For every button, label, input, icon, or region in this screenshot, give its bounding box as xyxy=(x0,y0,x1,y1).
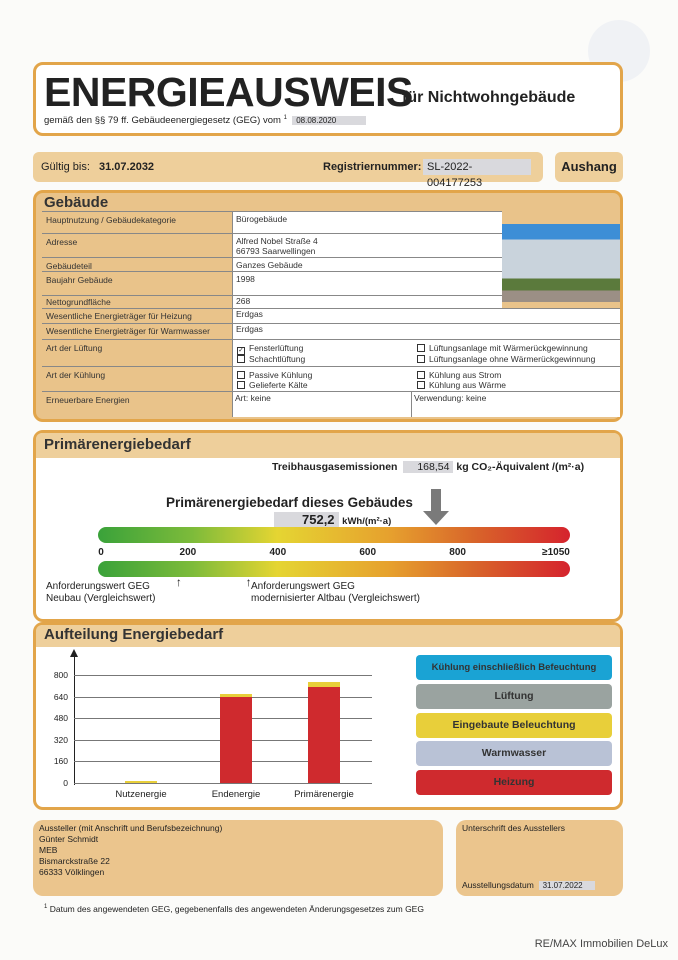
ref-new-arrow-icon: ↑ xyxy=(175,575,182,589)
checkbox-fensterlueftung[interactable]: ✓ Fensterlüftung xyxy=(238,343,304,354)
law-reference: gemäß den §§ 79 ff. Gebäudeenergiegesetz (GEG) vom $^1$ 08.08.2020 xyxy=(44,115,366,126)
bar-eingebaute-beleuchtung xyxy=(308,682,340,687)
aushang-badge: Aushang xyxy=(555,152,623,182)
table-row: Wesentliche Energieträger für Warmwasser Erdgas xyxy=(42,323,620,339)
issue-date-label: Ausstellungsdatum xyxy=(462,880,534,890)
gridline xyxy=(74,783,372,784)
demand-value: 752,2 xyxy=(274,512,339,527)
renewable-row: Erneuerbare Energien Art: keine Verwendung: keine xyxy=(42,391,620,417)
header-box xyxy=(33,62,623,136)
bar-heizung xyxy=(220,697,252,783)
table-row: Adresse Alfred Nobel Straße 4 66793 Saarwellingen xyxy=(42,233,502,257)
checkbox-kuehlung-strom[interactable]: Kühlung aus Strom xyxy=(417,370,501,380)
legend-item: Lüftung xyxy=(416,684,612,709)
x-category-label: Endenergie xyxy=(211,789,261,800)
scale-tick: ≥1050 xyxy=(542,547,570,558)
y-tick-label: 480 xyxy=(53,713,68,724)
table-row: Hauptnutzung / Gebäudekategorie Bürogebäude xyxy=(42,211,502,233)
table-row: Nettogrundfläche 268 xyxy=(42,295,502,308)
y-tick-label: 320 xyxy=(53,734,68,745)
law-date: 08.08.2020 xyxy=(292,116,366,125)
y-axis-arrow-icon xyxy=(70,649,78,657)
scale-tick: 200 xyxy=(179,547,197,558)
ghg-value: 168,54 xyxy=(403,461,453,473)
legend-item: Kühlung einschließlich Befeuchtung xyxy=(416,655,612,680)
scale-tick: 400 xyxy=(269,547,287,558)
ref-old-label: Anforderungswert GEG modernisierter Altbau (Vergleichswert) xyxy=(251,581,420,604)
bar-heizung xyxy=(308,687,340,783)
issuer-street: Bismarckstraße 22 xyxy=(39,856,110,866)
ghg-line: Treibhausgasemissionen 168,54 kg CO₂-Äquivalent /(m²·a) xyxy=(272,461,585,473)
x-category-label: Primärenergie xyxy=(294,789,354,800)
checkbox-kuehlung-waerme[interactable]: Kühlung aus Wärme xyxy=(417,380,506,390)
primary-title: Primärenergiebedarf xyxy=(44,436,191,453)
bar-eingebaute-beleuchtung xyxy=(125,781,157,783)
issuer-label: Aussteller (mit Anschrift und Berufsbezeichnung) xyxy=(39,823,223,833)
scale-tick: 800 xyxy=(449,547,466,558)
breakdown-title: Aufteilung Energiebedarf xyxy=(44,626,224,643)
checkbox-schachtlueftung[interactable]: Schachtlüftung xyxy=(237,354,305,364)
issue-date: 31.07.2022 xyxy=(539,881,595,890)
demand-arrow-icon xyxy=(423,489,449,525)
y-tick-label: 0 xyxy=(63,778,68,788)
watermark: RE/MAX Immobilien DeLux xyxy=(534,938,668,950)
primary-energy-section xyxy=(33,430,623,622)
table-row: Wesentliche Energieträger für Heizung Erdgas xyxy=(42,308,620,323)
signature-box xyxy=(456,820,623,896)
page-subtitle: für Nichtwohngebäude xyxy=(402,89,576,106)
valid-until-label: Gültig bis: xyxy=(41,161,90,173)
y-tick-label: 800 xyxy=(53,670,68,680)
checkbox-lueftung-ohne-wrg[interactable]: Lüftungsanlage ohne Wärmerückgewinnung xyxy=(417,354,595,364)
gridline xyxy=(74,675,372,676)
building-section xyxy=(33,190,623,422)
scale-bar-bottom xyxy=(98,561,570,577)
legend-item: Warmwasser xyxy=(416,741,612,766)
scale-bar-top xyxy=(98,527,570,543)
issuer-box xyxy=(33,820,443,896)
page-title: ENERGIEAUSWEIS xyxy=(44,69,413,115)
checkbox-passive-kuehlung[interactable]: Passive Kühlung xyxy=(237,370,312,380)
ref-new-label: Anforderungswert GEG Neubau (Vergleichswert) xyxy=(46,581,156,604)
y-tick-label: 640 xyxy=(53,691,68,702)
table-row: Baujahr Gebäude 1998 xyxy=(42,271,502,295)
issuer-name: Günter Schmidt xyxy=(39,834,99,844)
footnote: $^1$ Datum des angewendeten GEG, gegebenenfalls des angewendeten Änderungsgesetzes zum GEG xyxy=(44,904,424,914)
energy-breakdown-section xyxy=(33,622,623,810)
legend-item: Heizung xyxy=(416,770,612,795)
ref-old-arrow-icon: ↑ xyxy=(245,575,252,589)
legend-item: Eingebaute Beleuchtung xyxy=(416,713,612,738)
cooling-row: Art der Kühlung Passive Kühlung Gelieferte Kälte Kühlung aus Strom Kühlung aus Wärme xyxy=(42,366,620,391)
issuer-city: 66333 Völklingen xyxy=(39,867,105,877)
registration-number: SL-2022-004177253 xyxy=(423,159,531,175)
x-category-label: Nutzenergie xyxy=(115,789,167,800)
issuer-company: MEB xyxy=(39,845,58,855)
table-row: Gebäudeteil Ganzes Gebäude xyxy=(42,257,502,271)
y-tick-label: 160 xyxy=(53,756,68,767)
demand-line: 752,2 kWh/(m²·a) xyxy=(274,512,391,527)
valid-until-date: 31.07.2032 xyxy=(99,161,155,173)
scale-tick: 0 xyxy=(98,547,104,558)
registration-label: Registriernummer: xyxy=(323,161,422,173)
building-photo xyxy=(502,224,620,302)
checkbox-gelieferte-kaelte[interactable]: Gelieferte Kälte xyxy=(237,380,308,390)
building-title: Gebäude xyxy=(44,194,109,211)
validity-bar xyxy=(33,152,543,189)
checkbox-lueftung-mit-wrg[interactable]: Lüftungsanlage mit Wärmerückgewinnung xyxy=(417,343,588,353)
bar-eingebaute-beleuchtung xyxy=(220,694,252,697)
signature-label: Unterschrift des Ausstellers xyxy=(462,823,565,833)
demand-label: Primärenergiebedarf dieses Gebäudes xyxy=(166,495,413,510)
ventilation-row: Art der Lüftung ✓ Fensterlüftung Schachtlüftung Lüftungsanlage mit Wärmerückgewinnung Lüftungsanlage ohne Wärmerückgewinnung xyxy=(42,339,620,366)
scale-tick: 600 xyxy=(359,547,377,558)
